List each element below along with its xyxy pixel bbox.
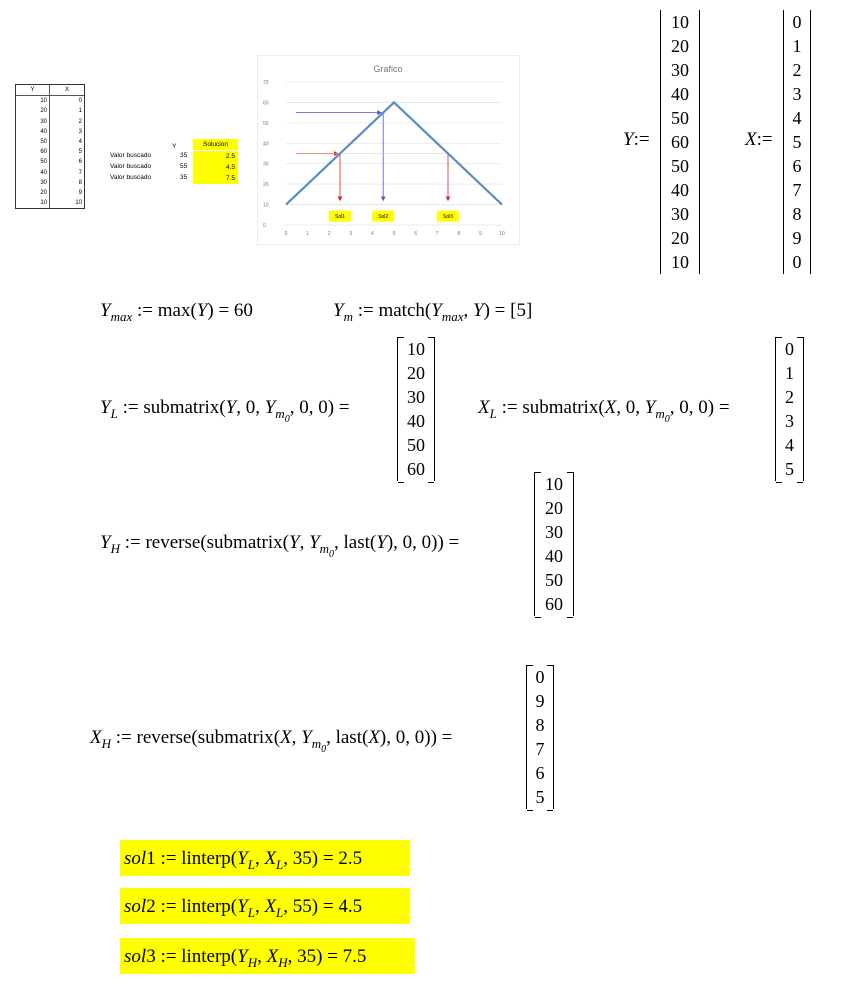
excel-cell-y: 30 [16, 117, 50, 127]
eq-ym-result: 5 [516, 300, 526, 321]
excel-cell-x: 4 [78, 138, 82, 145]
x-tick-label: 8 [457, 231, 461, 237]
matrix-yl-cell: 60 [407, 459, 425, 479]
def-y-label [623, 129, 650, 151]
excel-cell-x: 7 [78, 169, 82, 176]
excel-row [16, 188, 84, 198]
matrix-y-cell: 50 [671, 108, 689, 128]
matrix-x-cell: 7 [792, 180, 802, 200]
def-x-name: X [745, 129, 757, 150]
x-tick-label: 6 [414, 231, 417, 237]
matrix-y-cell: 30 [671, 204, 689, 224]
lookup-label: Valor buscado [110, 152, 152, 159]
excel-row [16, 117, 84, 127]
excel-cell-x: 5 [78, 149, 82, 156]
excel-header-y: Y [16, 85, 50, 95]
excel-cell-x: 2 [78, 118, 82, 125]
x-tick-label: 3 [349, 231, 353, 237]
matrix-x-cell: 4 [792, 108, 802, 128]
eq-xl: $X_L$ := submatrix(X, 0, $Y_{m_0}$, 0, 0) = [478, 397, 730, 425]
matrix-yl-cell: 40 [407, 411, 425, 431]
eq-yl-fn: submatrix [143, 397, 220, 418]
excel-cell-y: 20 [16, 106, 50, 116]
lookup-y-value: 35 [180, 174, 188, 181]
matrix-y-cell: 60 [671, 132, 689, 152]
x-tick-label: 1 [306, 231, 309, 237]
excel-data-table [15, 84, 85, 209]
excel-cell-x: 0 [78, 98, 82, 105]
excel-row [16, 96, 84, 106]
matrix-yh-cell: 60 [545, 594, 563, 614]
def-x-assign: := [756, 129, 773, 150]
matrix-x-cell: 8 [792, 204, 802, 224]
excel-header-row [16, 85, 84, 96]
excel-row [16, 147, 84, 157]
lookup-y-value: 35 [180, 152, 188, 159]
excel-row [16, 127, 84, 137]
matrix-xh-cell: 6 [535, 763, 545, 783]
lookup-label: Valor buscado [110, 174, 152, 181]
eq-ymax: $Y_{max}$ := max(Y) = 60 [100, 300, 253, 324]
excel-row [16, 198, 84, 208]
matrix-x [783, 10, 811, 274]
matrix-x-cell: 0 [792, 12, 802, 32]
excel-cell-y: 60 [16, 147, 50, 157]
matrix-y-cell: 40 [671, 84, 689, 104]
matrix-xh-cell: 0 [535, 667, 545, 687]
lookup-solution: 4.5 [193, 162, 238, 173]
matrix-xl-cell: 1 [785, 363, 794, 383]
matrix-yh-cell: 20 [545, 498, 563, 518]
matrix-y-cell: 50 [671, 156, 689, 176]
matrix-x-cell: 5 [792, 132, 802, 152]
matrix-x-cell: 1 [792, 36, 802, 56]
lookup-y-value: 55 [180, 163, 188, 170]
lookup-solution: 7.5 [193, 173, 238, 184]
matrix-y-cell: 20 [671, 228, 689, 248]
matrix-x-cell: 0 [792, 252, 802, 272]
annotation-label: Sol3 [442, 214, 454, 221]
matrix-yh-cell: 50 [545, 570, 563, 590]
excel-cell-y: 50 [16, 137, 50, 147]
x-tick-label: 4 [371, 231, 374, 237]
matrix-xh-cell: 5 [535, 787, 545, 807]
matrix-yl [397, 337, 435, 481]
matrix-x-cell: 2 [792, 60, 802, 80]
lookup-label: Valor buscado [110, 163, 152, 170]
solution-1-highlight [120, 840, 410, 876]
excel-cell-y: 50 [16, 157, 50, 167]
excel-cell-y: 20 [16, 188, 50, 198]
excel-cell-y: 10 [16, 96, 50, 106]
eq-yh: $Y_H$ := reverse(submatrix(Y, $Y_{m_0}$, last(Y), 0, 0)) = [100, 532, 460, 560]
y-tick-label: 0 [263, 223, 266, 229]
y-tick-label: 40 [263, 141, 269, 148]
lookup-y-header: Y [172, 143, 177, 150]
matrix-y-cell: 20 [671, 36, 689, 56]
excel-cell-x: 3 [78, 128, 82, 135]
excel-row [16, 168, 84, 178]
eq-ymax-result: 60 [233, 300, 253, 321]
y-tick-label: 10 [263, 202, 269, 209]
x-tick-label: 2 [327, 231, 331, 237]
matrix-x-cell: 9 [792, 228, 802, 248]
excel-cell-x: 9 [78, 189, 82, 196]
chart-title: Grafico [373, 64, 403, 74]
matrix-yl-cell: 50 [407, 435, 425, 455]
matrix-xl [775, 337, 804, 481]
x-tick-label: 0 [284, 231, 288, 237]
excel-row [16, 178, 84, 188]
def-x-label [745, 129, 773, 151]
matrix-yh-cell: 10 [545, 474, 563, 494]
excel-cell-y: 40 [16, 127, 50, 137]
eq-xl-fn: submatrix [522, 397, 599, 418]
matrix-yh [534, 472, 574, 616]
eq-xh-fn3: last [335, 727, 362, 748]
x-tick-label: 10 [499, 231, 505, 237]
excel-cell-x: 6 [78, 159, 82, 166]
matrix-xl-cell: 2 [785, 387, 794, 407]
matrix-xh-cell: 7 [535, 739, 545, 759]
matrix-xl-cell: 5 [785, 459, 794, 479]
eq-xh: $X_H$ := reverse(submatrix(X, $Y_{m_0}$, last(X), 0, 0)) = [90, 727, 453, 755]
def-y-assign: := [633, 129, 650, 150]
matrix-xh [526, 665, 554, 809]
excel-cell-x: 8 [78, 179, 82, 186]
solution-1-equation: sol1 := $linterp(Y_L$, $X_L$, 35) = 2.5 [124, 848, 363, 872]
x-tick-label: 5 [392, 231, 396, 237]
matrix-yl-cell: 30 [407, 387, 425, 407]
excel-cell-x: 10 [75, 200, 82, 207]
lookup-sol-header: Solucion [193, 139, 238, 150]
eq-xh-fn1: reverse [136, 727, 192, 748]
solution-2-highlight [120, 888, 410, 924]
matrix-xh-cell: 8 [535, 715, 545, 735]
lookup-solution: 2.5 [193, 151, 238, 162]
excel-row [16, 157, 84, 167]
matrix-x-cell: 6 [792, 156, 802, 176]
matrix-y-cell: 10 [671, 252, 689, 272]
matrix-y-cell: 10 [671, 12, 689, 32]
solution-3-highlight [120, 938, 415, 974]
matrix-y-cell: 30 [671, 60, 689, 80]
matrix-yh-cell: 40 [545, 546, 563, 566]
annotation-label: Sol2 [378, 214, 389, 221]
excel-cell-y: 10 [16, 198, 50, 208]
matrix-xl-cell: 3 [785, 411, 794, 431]
solution-2-equation: sol2 := $linterp(Y_L$, $X_L$, 55) = 4.5 [124, 896, 363, 920]
excel-cell-y: 40 [16, 168, 50, 178]
matrix-y [660, 10, 700, 274]
eq-ymax-fn: max [157, 300, 191, 321]
matrix-yl-cell: 10 [407, 339, 425, 359]
matrix-xl-cell: 4 [785, 435, 794, 455]
matrix-yl-cell: 20 [407, 363, 425, 383]
matrix-y-cell: 40 [671, 180, 689, 200]
x-tick-label: 9 [479, 231, 482, 237]
matrix-xl-cell: 0 [785, 339, 794, 359]
eq-ym: $Y_m$ := $match(Y_{max}$, Y) = [5] [333, 300, 533, 324]
excel-cell-x: 1 [78, 108, 82, 115]
eq-yh-fn1: reverse [145, 532, 201, 553]
excel-row [16, 137, 84, 147]
excel-cell-y: 30 [16, 178, 50, 188]
matrix-yh-cell: 30 [545, 522, 563, 542]
solution-3-equation: sol3 := $linterp(Y_H$, $X_H$, 35) = 7.5 [124, 946, 367, 970]
eq-yh-fn3: last [343, 532, 370, 553]
y-tick-label: 20 [263, 182, 269, 189]
chart [257, 55, 520, 245]
eq-ym-fn: match [378, 300, 425, 321]
annotation-label: Sol1 [334, 214, 346, 221]
excel-header-x: X [64, 87, 69, 93]
y-tick-label: 30 [263, 161, 269, 168]
eq-yh-fn2: submatrix [206, 532, 283, 553]
matrix-xh-cell: 9 [535, 691, 545, 711]
excel-row [16, 106, 84, 116]
x-tick-label: 7 [435, 231, 439, 237]
y-tick-label: 50 [263, 120, 269, 127]
eq-xh-fn2: submatrix [197, 727, 274, 748]
y-tick-label: 70 [263, 80, 269, 86]
eq-yl: $Y_L$ := submatrix(Y, 0, $Y_{m_0}$, 0, 0) = [100, 397, 350, 425]
y-tick-label: 60 [263, 100, 269, 107]
matrix-x-cell: 3 [792, 84, 802, 104]
def-y-name: Y [623, 129, 634, 150]
